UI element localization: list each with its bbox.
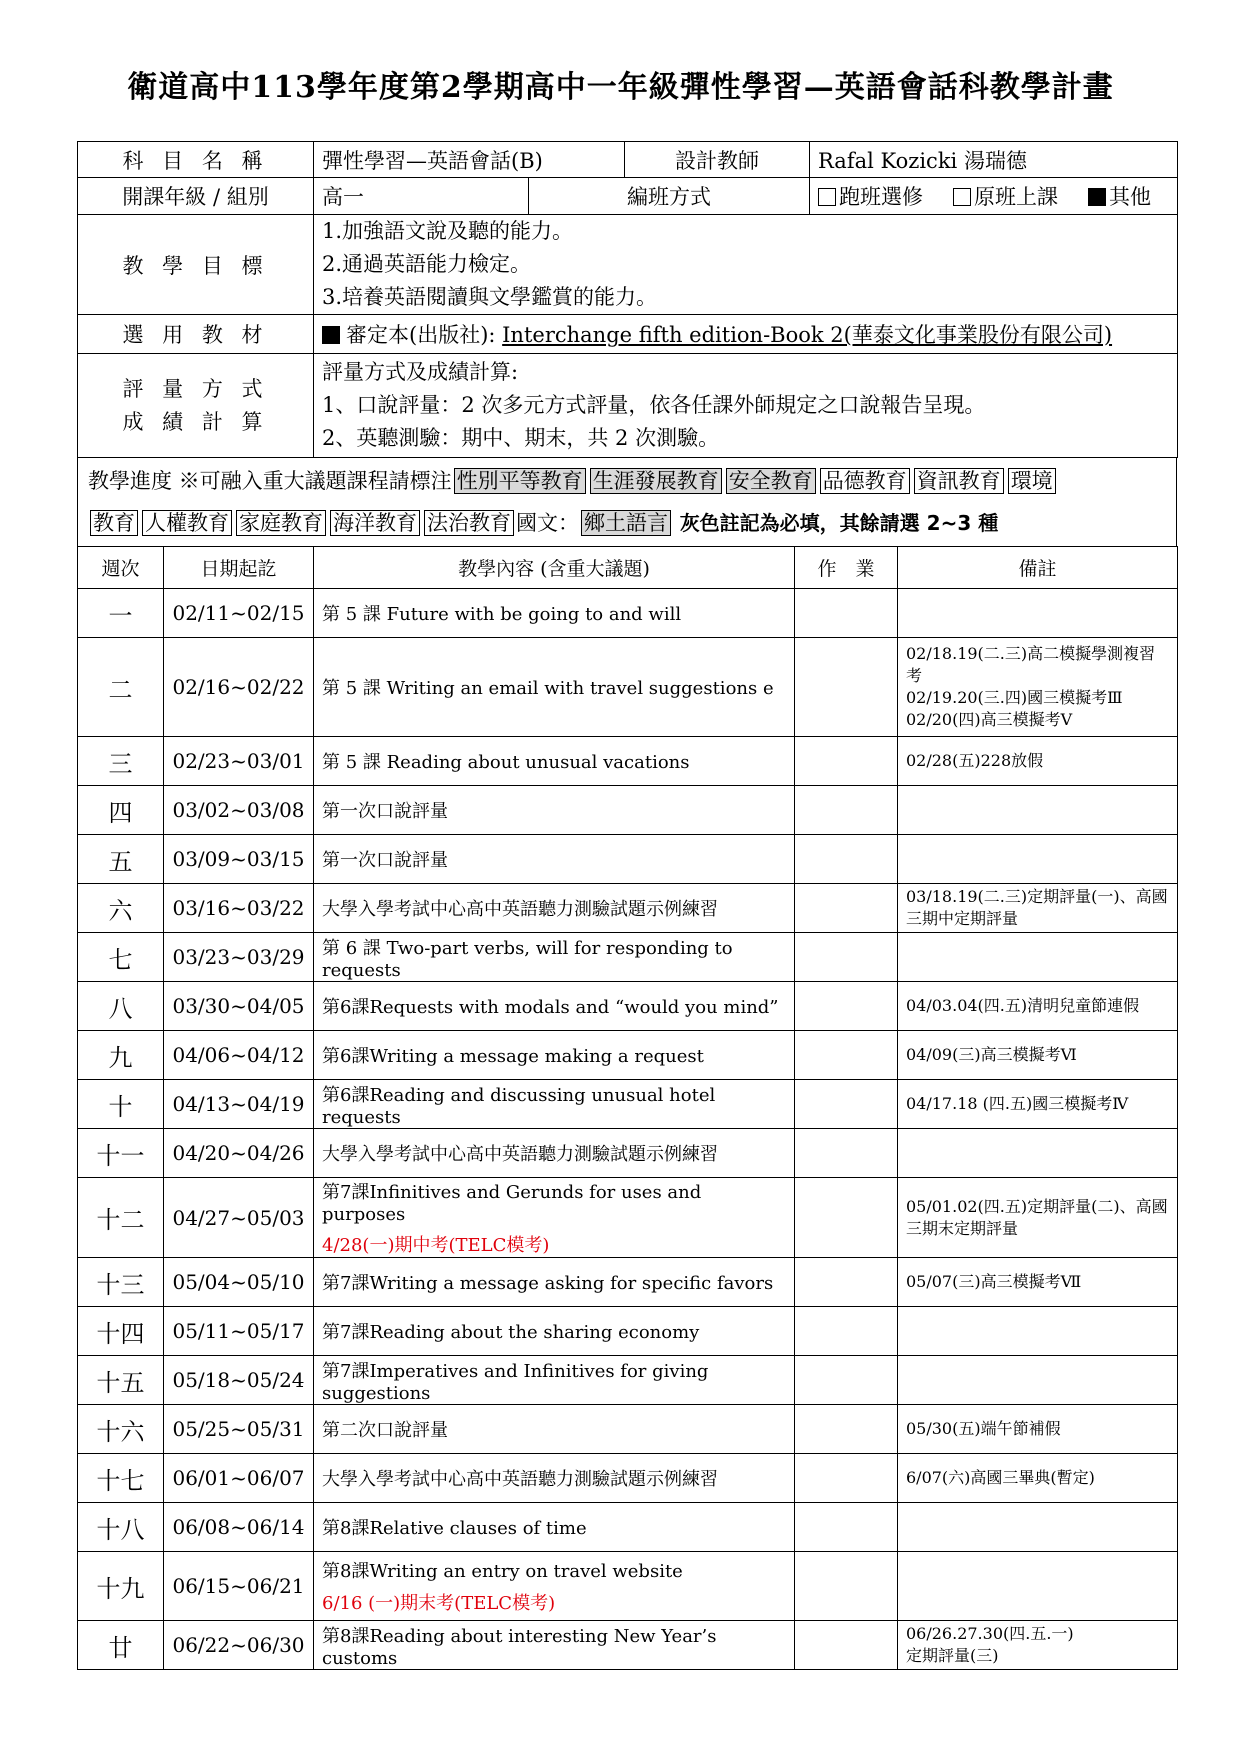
notes-cell	[898, 1129, 1178, 1178]
content-text: 第6課Reading and discussing unusual hotel requests	[322, 1084, 716, 1128]
note-line: 04/03.04(四.五)清明兒童節連假	[906, 996, 1140, 1015]
date-cell: 06/22~06/30	[164, 1621, 314, 1670]
required-note: 灰色註記為必填，其餘請選 2~3 種	[679, 511, 999, 535]
week-cell: 十	[78, 1080, 164, 1129]
content-text: 第7課Infinitives and Gerunds for uses and purposes	[322, 1182, 702, 1225]
content-cell	[314, 1080, 795, 1129]
grade-label: 開課年級 / 組別	[78, 178, 314, 215]
content-text: 第二次口說評量	[322, 1420, 448, 1441]
notes-cell	[898, 1080, 1178, 1129]
content-text: 大學入學考試中心高中英語聽力測驗試題示例練習	[322, 899, 718, 920]
issue-tag-gender: 性別平等教育	[454, 468, 586, 494]
designer-label: 設計教師	[625, 142, 810, 178]
content-cell	[314, 1405, 795, 1454]
issue-tag-environment: 環境	[1008, 468, 1056, 494]
date-cell: 03/16~03/22	[164, 884, 314, 933]
schedule-row	[78, 1178, 1178, 1258]
content-cell	[314, 1621, 795, 1670]
issue-tag-career: 生涯發展教育	[590, 468, 722, 494]
notes-cell	[898, 1178, 1178, 1258]
week-cell: 十四	[78, 1307, 164, 1356]
note-line: 02/28(五)228放假	[906, 751, 1044, 770]
content-cell	[314, 737, 795, 786]
homework-cell	[795, 786, 898, 835]
notes-cell	[898, 933, 1178, 982]
page-title: 衛道高中113學年度第2學期高中一年級彈性學習—英語會話科教學計畫	[127, 70, 1114, 105]
exam-note: 4/28(一)期中考(TELC模考)	[322, 1235, 550, 1256]
homework-cell	[795, 1552, 898, 1621]
checkbox-icon	[818, 188, 836, 206]
header-notes: 備註	[898, 547, 1178, 589]
date-cell: 06/01~06/07	[164, 1454, 314, 1503]
note-line: 02/20(四)高三模擬考Ⅴ	[906, 710, 1073, 729]
week-cell: 五	[78, 835, 164, 884]
content-text: 第7課Reading about the sharing economy	[322, 1322, 700, 1343]
schedule-row	[78, 737, 1178, 786]
content-text: 第7課Writing a message asking for specific favors	[322, 1273, 774, 1294]
week-cell: 廿	[78, 1621, 164, 1670]
note-line: 定期評量(三)	[906, 1646, 999, 1665]
content-cell	[314, 1178, 795, 1258]
progress-intro: 教學進度 ※可融入重大議題課程請標注	[88, 469, 452, 493]
schedule-table	[77, 546, 1178, 1670]
week-cell: 十六	[78, 1405, 164, 1454]
note-line: 05/01.02(四.五)定期評量(二)、高國三期末定期評量	[906, 1196, 1168, 1238]
notes-cell	[898, 1454, 1178, 1503]
homework-cell	[795, 1129, 898, 1178]
content-text: 第8課Relative clauses of time	[322, 1518, 587, 1539]
content-cell	[314, 1503, 795, 1552]
schedule-row	[78, 1258, 1178, 1307]
schedule-row	[78, 1454, 1178, 1503]
schedule-row	[78, 786, 1178, 835]
issue-tag-human-rights: 人權教育	[142, 510, 232, 536]
date-cell: 06/15~06/21	[164, 1552, 314, 1621]
exam-note: 6/16 (一)期末考(TELC模考)	[322, 1593, 556, 1614]
week-cell: 二	[78, 638, 164, 737]
schedule-body	[78, 589, 1178, 1670]
schedule-row	[78, 1356, 1178, 1405]
homework-cell	[795, 1178, 898, 1258]
content-text: 第 6 課 Two-part verbs, will for responding to requests	[322, 937, 733, 981]
note-line: 03/18.19(二.三)定期評量(一)、高國三期中定期評量	[906, 887, 1168, 928]
notes-cell	[898, 1552, 1178, 1621]
goals-list	[314, 215, 1178, 315]
homework-cell	[795, 884, 898, 933]
option-original-class[interactable]: 原班上課	[953, 185, 1058, 209]
date-cell: 04/13~04/19	[164, 1080, 314, 1129]
content-text: 第一次口說評量	[322, 850, 448, 871]
content-cell	[314, 1031, 795, 1080]
week-cell: 十一	[78, 1129, 164, 1178]
material-label: 選 用 教 材	[78, 315, 314, 354]
notes-cell	[898, 1405, 1178, 1454]
material-value-cell	[314, 315, 1178, 354]
note-line: 06/26.27.30(四.五.一)	[906, 1624, 1074, 1643]
chinese-label: 國文：	[516, 511, 579, 535]
date-cell: 04/27~05/03	[164, 1178, 314, 1258]
header-homework: 作 業	[795, 547, 898, 589]
issue-tag-ocean: 海洋教育	[330, 510, 420, 536]
note-line: 02/19.20(三.四)國三模擬考Ⅲ	[906, 688, 1123, 707]
content-text: 第8課Writing an entry on travel website	[322, 1561, 683, 1582]
homework-cell	[795, 1405, 898, 1454]
homework-cell	[795, 737, 898, 786]
issue-tag-dialect: 鄉土語言	[581, 510, 671, 536]
date-cell: 04/20~04/26	[164, 1129, 314, 1178]
homework-cell	[795, 1621, 898, 1670]
date-cell: 04/06~04/12	[164, 1031, 314, 1080]
content-cell	[314, 1307, 795, 1356]
eval-description	[314, 354, 1178, 458]
homework-cell	[795, 835, 898, 884]
content-text: 第6課Writing a message making a request	[322, 1046, 704, 1067]
date-cell: 03/30~04/05	[164, 982, 314, 1031]
content-cell	[314, 1129, 795, 1178]
eval-label: 評 量 方 式 成 績 計 算	[78, 354, 314, 458]
homework-cell	[795, 1080, 898, 1129]
progress-issues-table	[77, 457, 1177, 547]
date-cell: 06/08~06/14	[164, 1503, 314, 1552]
homework-cell	[795, 1503, 898, 1552]
content-text: 第 5 課 Reading about unusual vacations	[322, 752, 690, 773]
date-cell: 02/23~03/01	[164, 737, 314, 786]
notes-cell	[898, 1031, 1178, 1080]
issue-tag-information: 資訊教育	[914, 468, 1004, 494]
note-line: 05/07(三)高三模擬考Ⅶ	[906, 1272, 1082, 1291]
notes-cell	[898, 1356, 1178, 1405]
issue-tag-environment-cont: 教育	[90, 510, 138, 536]
homework-cell	[795, 1307, 898, 1356]
notes-cell	[898, 737, 1178, 786]
week-cell: 四	[78, 786, 164, 835]
checked-checkbox-icon	[1088, 188, 1106, 206]
week-cell: 十九	[78, 1552, 164, 1621]
notes-cell	[898, 835, 1178, 884]
course-info-table	[77, 141, 1178, 458]
date-cell: 05/04~05/10	[164, 1258, 314, 1307]
date-cell: 02/16~02/22	[164, 638, 314, 737]
progress-issues-cell	[78, 458, 1177, 547]
schedule-row	[78, 1405, 1178, 1454]
date-cell: 03/02~03/08	[164, 786, 314, 835]
homework-cell	[795, 1258, 898, 1307]
week-cell: 十二	[78, 1178, 164, 1258]
schedule-row	[78, 835, 1178, 884]
homework-cell	[795, 638, 898, 737]
eval-line: 2、英聽測驗：期中、期末，共 2 次測驗。	[322, 426, 720, 450]
option-other[interactable]: 其他	[1088, 185, 1151, 209]
content-cell	[314, 933, 795, 982]
header-content: 教學內容 (含重大議題)	[314, 547, 795, 589]
filled-square-icon	[322, 326, 340, 344]
content-text: 第8課Reading about interesting New Year’s customs	[322, 1625, 717, 1669]
class-mode-label: 編班方式	[529, 178, 810, 215]
week-cell: 十八	[78, 1503, 164, 1552]
homework-cell	[795, 1031, 898, 1080]
week-cell: 三	[78, 737, 164, 786]
content-text: 大學入學考試中心高中英語聽力測驗試題示例練習	[322, 1144, 718, 1165]
issue-tag-safety: 安全教育	[726, 468, 816, 494]
date-cell: 05/11~05/17	[164, 1307, 314, 1356]
week-cell: 十七	[78, 1454, 164, 1503]
homework-cell	[795, 1356, 898, 1405]
content-cell	[314, 884, 795, 933]
week-cell: 十五	[78, 1356, 164, 1405]
date-cell: 03/09~03/15	[164, 835, 314, 884]
teaching-plan-sheet	[77, 141, 1177, 1670]
content-cell	[314, 1258, 795, 1307]
week-cell: 七	[78, 933, 164, 982]
schedule-row	[78, 1552, 1178, 1621]
notes-cell	[898, 589, 1178, 638]
issue-tag-morality: 品德教育	[820, 468, 910, 494]
issue-tag-family: 家庭教育	[236, 510, 326, 536]
date-cell: 05/18~05/24	[164, 1356, 314, 1405]
schedule-row	[78, 1129, 1178, 1178]
eval-line: 評量方式及成績計算:	[322, 360, 519, 384]
notes-cell	[898, 1503, 1178, 1552]
schedule-row	[78, 1031, 1178, 1080]
goal-item: 2.通過英語能力檢定。	[322, 252, 532, 276]
schedule-row	[78, 1503, 1178, 1552]
notes-cell	[898, 786, 1178, 835]
subject-label: 科 目 名 稱	[78, 142, 314, 178]
header-date: 日期起訖	[164, 547, 314, 589]
subject-value: 彈性學習—英語會話(B)	[314, 142, 625, 178]
issue-tag-law: 法治教育	[424, 510, 514, 536]
homework-cell	[795, 982, 898, 1031]
note-line: 05/30(五)端午節補假	[906, 1419, 1061, 1438]
week-cell: 八	[78, 982, 164, 1031]
notes-cell	[898, 638, 1178, 737]
schedule-row	[78, 589, 1178, 638]
content-cell	[314, 1356, 795, 1405]
designer-value: Rafal Kozicki 湯瑞德	[810, 142, 1178, 178]
schedule-row	[78, 933, 1178, 982]
content-text: 第6課Requests with modals and “would you mind”	[322, 997, 779, 1018]
week-cell: 六	[78, 884, 164, 933]
content-text: 大學入學考試中心高中英語聽力測驗試題示例練習	[322, 1469, 718, 1490]
date-cell: 03/23~03/29	[164, 933, 314, 982]
content-cell	[314, 589, 795, 638]
header-week: 週次	[78, 547, 164, 589]
content-cell	[314, 835, 795, 884]
content-text: 第一次口說評量	[322, 801, 448, 822]
content-cell	[314, 982, 795, 1031]
content-text: 第 5 課 Writing an email with travel suggestions e	[322, 678, 774, 699]
date-cell: 05/25~05/31	[164, 1405, 314, 1454]
note-line: 02/18.19(二.三)高二模擬學測複習考	[906, 644, 1156, 685]
schedule-row	[78, 1080, 1178, 1129]
schedule-row	[78, 884, 1178, 933]
notes-cell	[898, 884, 1178, 933]
checkbox-icon	[953, 188, 971, 206]
week-cell: 十三	[78, 1258, 164, 1307]
eval-line: 1、口說評量：2 次多元方式評量，依各任課外師規定之口說報告呈現。	[322, 393, 986, 417]
material-prefix: 審定本(出版社):	[346, 323, 503, 347]
goal-item: 1.加強語文說及聽的能力。	[322, 219, 574, 243]
notes-cell	[898, 1621, 1178, 1670]
content-text: 第7課Imperatives and Infinitives for giving suggestions	[322, 1360, 709, 1404]
schedule-row	[78, 1621, 1178, 1670]
note-line: 04/09(三)高三模擬考Ⅵ	[906, 1045, 1077, 1064]
notes-cell	[898, 1258, 1178, 1307]
content-cell	[314, 1552, 795, 1621]
goal-item: 3.培養英語閱讀與文學鑑賞的能力。	[322, 285, 658, 309]
schedule-row	[78, 1307, 1178, 1356]
schedule-row	[78, 982, 1178, 1031]
option-pull-out[interactable]: 跑班選修	[818, 185, 923, 209]
notes-cell	[898, 982, 1178, 1031]
note-line: 6/07(六)高國三畢典(暫定)	[906, 1468, 1095, 1487]
week-cell: 一	[78, 589, 164, 638]
homework-cell	[795, 933, 898, 982]
content-text: 第 5 課 Future with be going to and will	[322, 604, 682, 625]
week-cell: 九	[78, 1031, 164, 1080]
date-cell: 02/11~02/15	[164, 589, 314, 638]
content-cell	[314, 638, 795, 737]
content-cell	[314, 786, 795, 835]
content-cell	[314, 1454, 795, 1503]
grade-value: 高一	[314, 178, 529, 215]
homework-cell	[795, 589, 898, 638]
notes-cell	[898, 1307, 1178, 1356]
note-line: 04/17.18 (四.五)國三模擬考Ⅳ	[906, 1094, 1129, 1113]
homework-cell	[795, 1454, 898, 1503]
material-value: Interchange fifth edition-Book 2(華泰文化事業股份有限公司)	[502, 323, 1113, 347]
class-mode-options	[810, 178, 1178, 215]
schedule-row	[78, 638, 1178, 737]
goals-label: 教 學 目 標	[78, 215, 314, 315]
